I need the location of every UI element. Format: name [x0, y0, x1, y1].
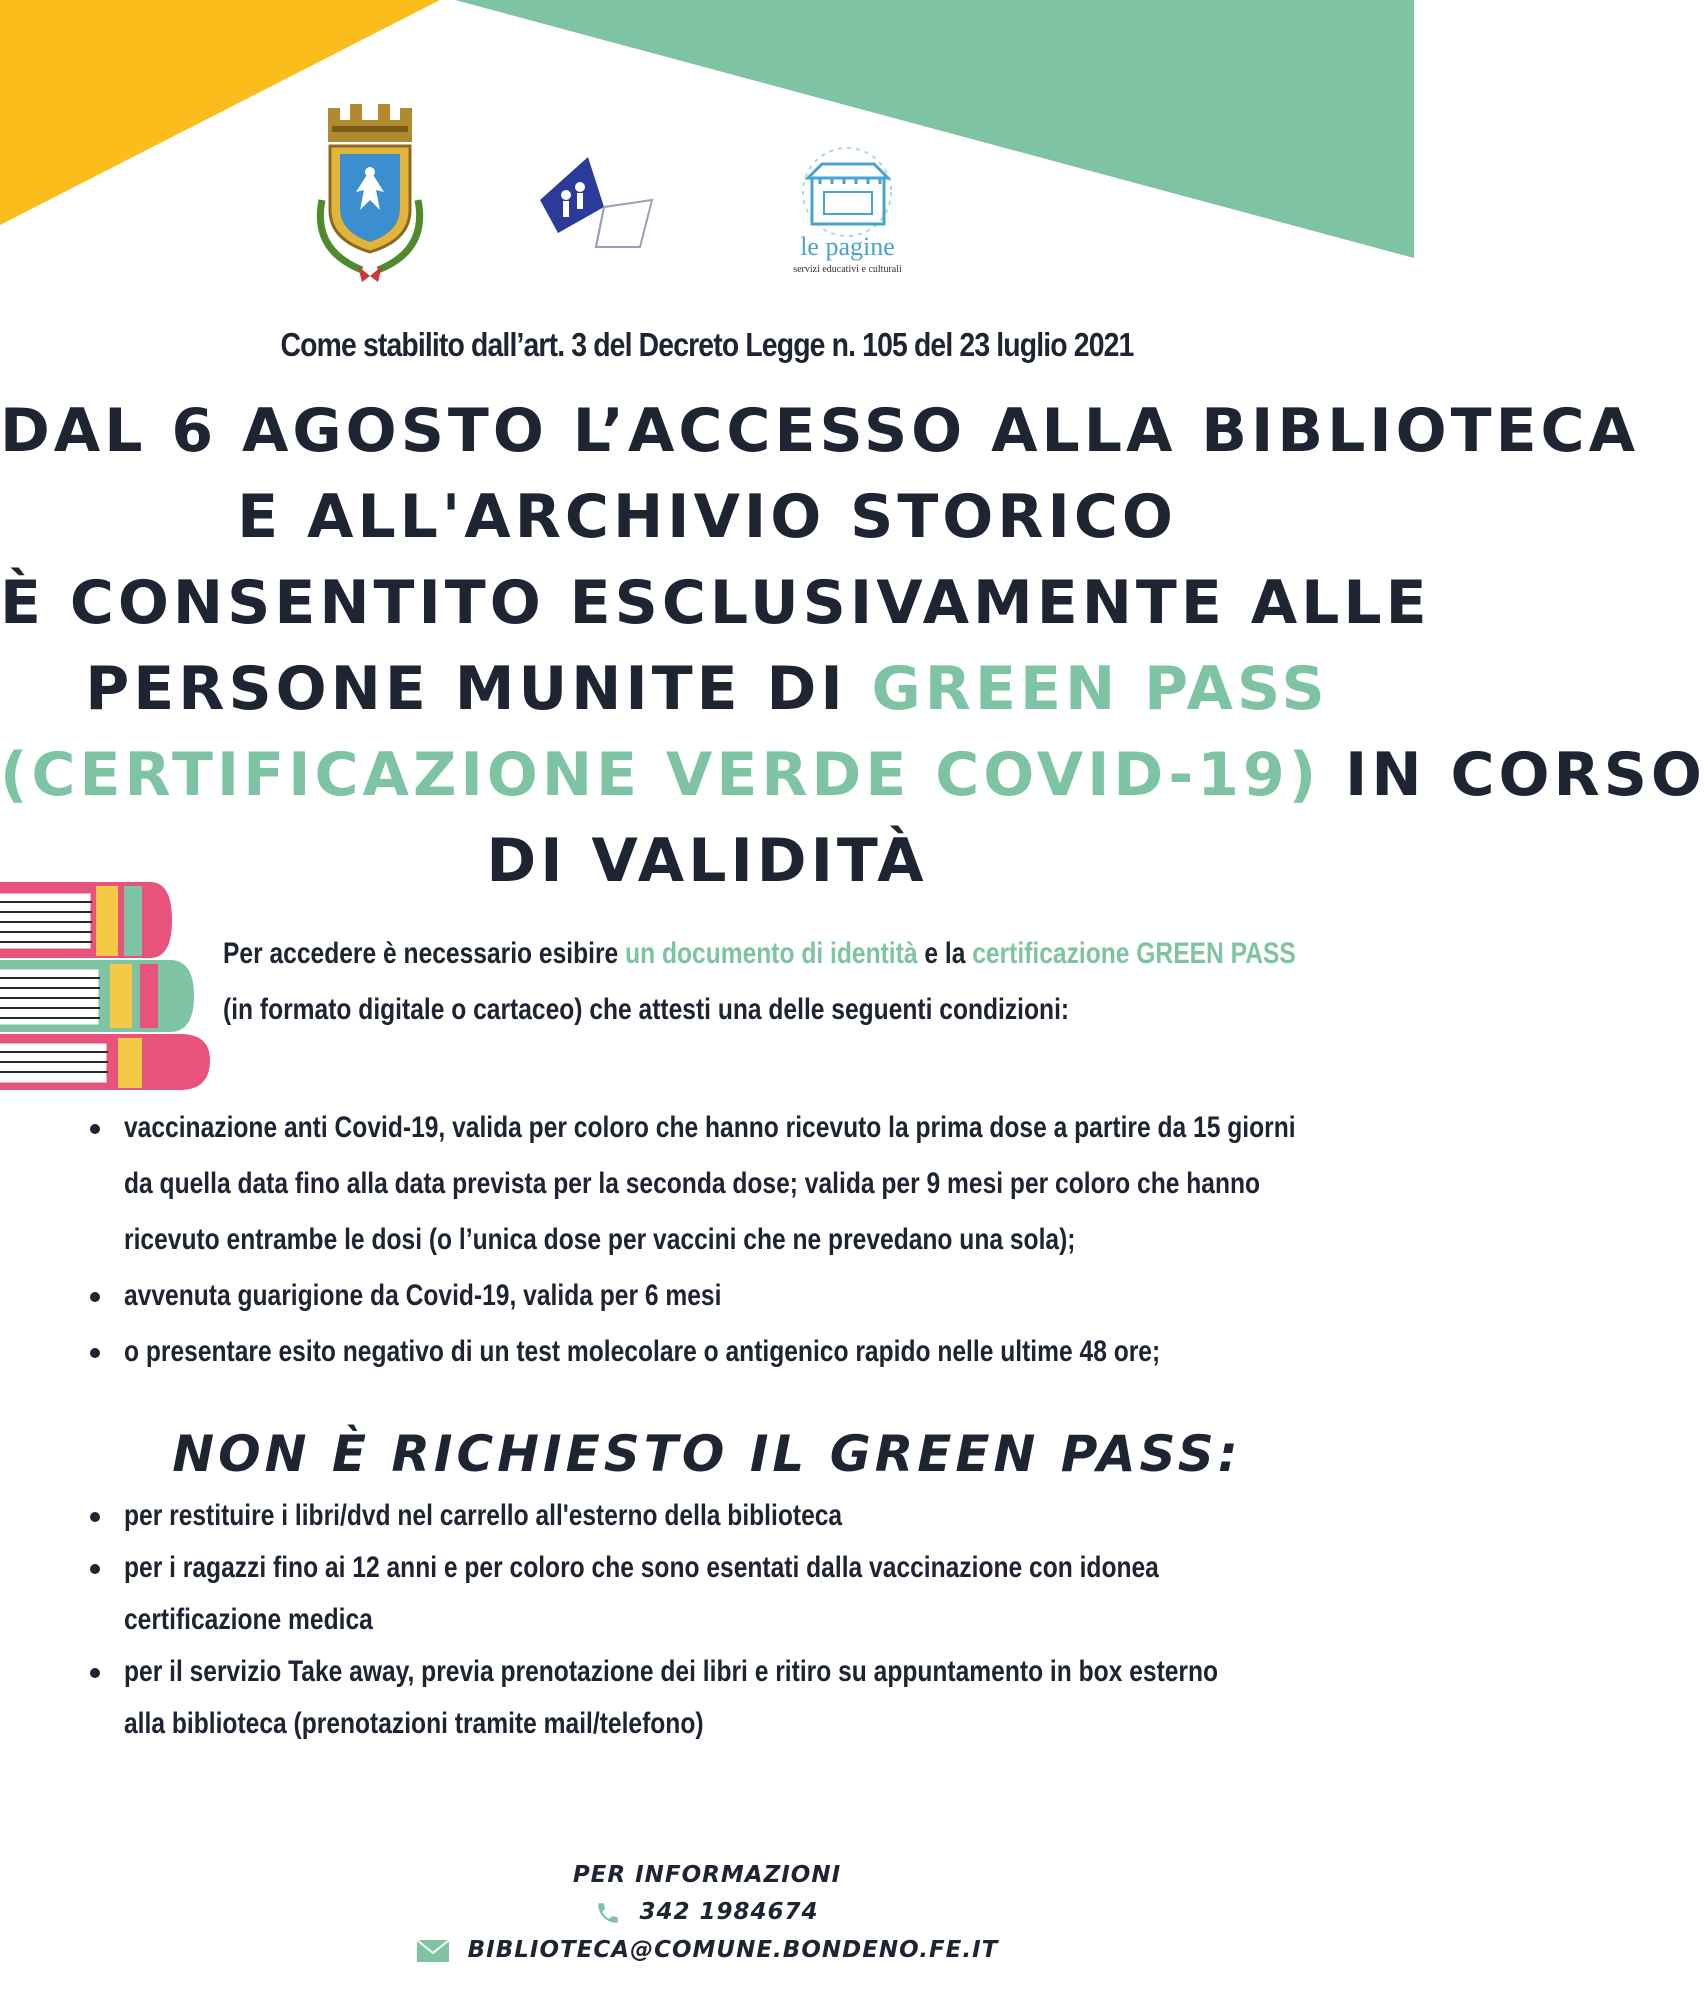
pagine-subtitle: servizi educativi e culturali — [793, 264, 902, 275]
headline-line-4-text: PERSONE MUNITE DI — [85, 654, 872, 724]
identity-document-highlight: un documento di identità — [625, 937, 918, 970]
intro-line-2: (in formato digitale o cartaceo) che attesti una delle seguenti condizioni: — [223, 993, 1070, 1026]
contact-phone[interactable]: 342 1984674 — [639, 1899, 819, 1925]
headline-line-5 — [0, 732, 1706, 818]
exemption-returns: per restituire i libri/dvd nel carrello all'esterno della biblioteca — [124, 1499, 843, 1532]
list-item — [90, 1100, 1390, 1268]
pagine-name: le pagine — [800, 232, 895, 261]
contact-email[interactable]: BIBLIOTECA@COMUNE.BONDENO.FE.IT — [467, 1937, 999, 1963]
condition-recovery: avvenuta guarigione da Covid-19, valida per 6 mesi — [124, 1279, 722, 1312]
contact-title: PER INFORMAZIONI — [572, 1862, 842, 1888]
headline-line-2: E ALL'ARCHIVIO STORICO — [237, 482, 1177, 552]
main-headline — [0, 388, 1706, 904]
open-book-logo — [540, 155, 660, 250]
condition-vaccination-line-1: vaccinazione anti Covid-19, valida per coloro che hanno ricevuto la prima dose a partire da 15 giorni — [124, 1111, 1296, 1144]
list-item — [90, 1646, 1390, 1750]
phone-icon — [595, 1900, 621, 1926]
books-stack-illustration — [0, 880, 215, 1095]
headline-line-1: DAL 6 AGOSTO L’ACCESSO ALLA BIBLIOTECA — [0, 396, 1640, 466]
headline-line-3: È CONSENTITO ESCLUSIVAMENTE ALLE — [0, 568, 1431, 638]
headline-line-6: DI VALIDITÀ — [486, 826, 928, 896]
exemption-minors-line-2: certificazione medica — [124, 1603, 373, 1636]
list-item — [90, 1490, 1390, 1542]
list-item — [90, 1268, 1390, 1324]
le-pagine-logo — [780, 140, 915, 280]
intro-line-1 — [223, 926, 1296, 982]
exemption-take-away-line-2: alla biblioteca (prenotazioni tramite mail/telefono) — [124, 1707, 704, 1740]
contact-phone-row — [0, 1899, 1414, 1926]
green-pass-highlight: GREEN PASS — [871, 654, 1329, 724]
list-item — [90, 1324, 1390, 1380]
conditions-list — [90, 1100, 1390, 1380]
municipal-crest-logo — [300, 100, 440, 285]
exemptions-list — [90, 1490, 1390, 1750]
decree-reference: Come stabilito dall’art. 3 del Decreto Legge n. 105 del 23 luglio 2021 — [280, 326, 1134, 363]
exemption-minors-line-1: per i ragazzi fino ai 12 anni e per coloro che sono esentati dalla vaccinazione con idonea — [124, 1551, 1159, 1584]
condition-vaccination-line-3: ricevuto entrambe le dosi (o l’unica dose per vaccini che ne prevedano una sola); — [124, 1223, 1076, 1256]
certificazione-highlight: (CERTIFICAZIONE VERDE COVID-19) — [0, 740, 1321, 810]
exemptions-title: NON È RICHIESTO IL GREEN PASS: — [172, 1425, 1242, 1483]
logos-row — [0, 100, 1414, 290]
bookshop-icon — [780, 140, 915, 235]
headline-line-5-text: IN CORSO — [1320, 740, 1706, 810]
condition-negative-test: o presentare esito negativo di un test molecolare o antigenico rapido nelle ultime 48 ore; — [124, 1335, 1161, 1368]
headline-line-4 — [0, 646, 1414, 732]
mail-icon — [416, 1939, 450, 1963]
intro-text-1: Per accedere è necessario esibire — [223, 937, 626, 970]
access-requirements — [223, 926, 1393, 1038]
green-pass-certification-highlight: certificazione GREEN PASS — [972, 937, 1296, 970]
list-item — [90, 1542, 1390, 1646]
contact-email-row — [0, 1937, 1414, 1963]
condition-vaccination-line-2: da quella data fino alla data prevista per la seconda dose; valida per 9 mesi per coloro che hanno — [124, 1167, 1261, 1200]
exemption-take-away-line-1: per il servizio Take away, previa prenotazione dei libri e ritiro su appuntamento in box esterno — [124, 1655, 1219, 1688]
intro-text-2: e la — [917, 937, 973, 970]
